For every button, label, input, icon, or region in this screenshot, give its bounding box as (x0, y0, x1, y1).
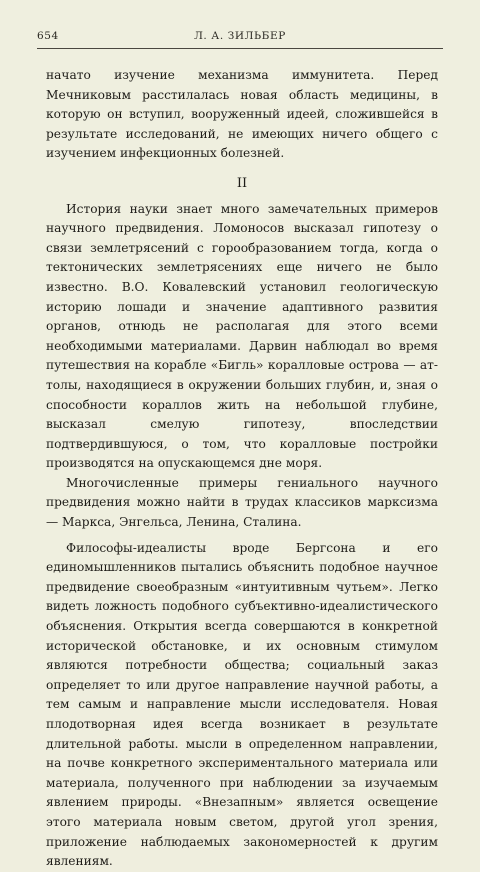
section-number: II (236, 175, 248, 191)
page-body (46, 66, 438, 872)
paragraph-1: История науки знает много замечательных примеров научного предвидения. Ломоносов высказал гипотезу о связи землетрясений с горообразованием тогда, когда о тектонических землетрясениях еще ничего не было известно. В.О. Ковалевский установил геологическую историю лошади и значение адаптивного развития органов, отнюдь не располагая для этого всеми необходимыми материалами. Дарвин наблюдал во время путешествия на корабле «Бигль» коралловые острова — аттолы, находящиеся в окружении больших глубин, и, зная о способности кораллов жить на небольшой глубине, высказал смелую гипотезу, впоследствии подтвердившуюся, о том, что коралловые постройки производятся на опускающемся дне моря. (46, 201, 438, 471)
paragraph-3: Философы-идеалисты вроде Бергсона и его единомышленников пытались объяснить подобное научное предвидение своеобразным «интуитивным чутьем». Легко видеть ложность подобного субъективно-идеалистического объяснения. Открытия всегда совершаются в конкретной исторической обстановке, и их основным стимулом являются потребности общества; социальный заказ определяет то или другое направление научной работы, а тем самым и направление мысли исследователя. Новая плодотворная идея всегда возникает в результате длительной работы. мысли в определенном направлении, на почве конкретного экспериментального материала или материала, полученного при наблюдении за изучаемым явлением природы. «Внезапным» является освещение этого материала новым светом, другой угол зрения, приложение наблюдаемых закономерностей к другим явлениям. (46, 540, 438, 869)
page-header (37, 30, 443, 48)
intro-paragraph: начато изучение механизма иммунитета. Перед Мечниковым расстилалась новая область медицины, в которую он вступил, вооруженный идеей, сложившейся в результате исследований, не имеющих ничего общего с изучением инфекционных болезней. (46, 68, 438, 161)
running-title: Л. А. ЗИЛЬБЕР (194, 30, 286, 42)
header-rule (37, 48, 443, 49)
paragraph-2: Многочисленные примеры гениального научного предвидения можно найти в трудах классиков марксизма — Маркса, Энгельса, Ленина, Сталина. (46, 475, 438, 530)
page-number: 654 (37, 30, 59, 42)
